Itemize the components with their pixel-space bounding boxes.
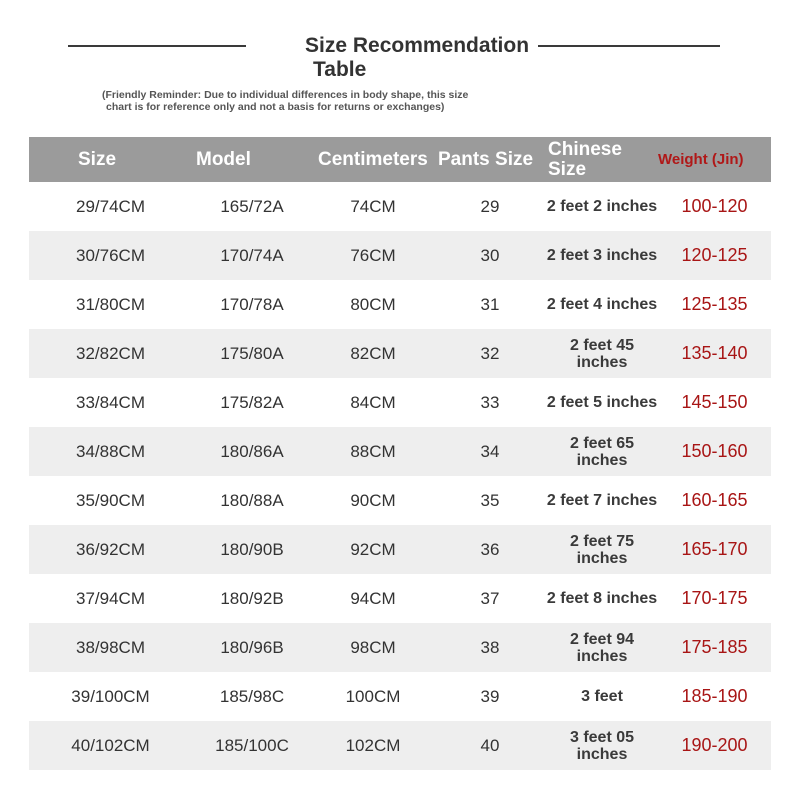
- table-row: [29, 672, 771, 721]
- table-header-row: [29, 137, 771, 182]
- cell-chinese-size: 2 feet 8 inches: [546, 590, 658, 607]
- reminder-line-2: chart is for reference only and not a basis for returns or exchanges): [106, 101, 445, 113]
- cell-weight: 170-175: [681, 588, 748, 608]
- cell-size: 38/98CM: [76, 637, 145, 657]
- column-header-chinese-size: Chinese Size: [548, 138, 622, 180]
- cell-size: 30/76CM: [76, 245, 145, 265]
- column-header-size: Size: [78, 148, 117, 170]
- cell-weight: 165-170: [681, 539, 748, 559]
- cell-size: 37/94CM: [76, 588, 145, 608]
- cell-centimeters: 74CM: [350, 196, 396, 216]
- cell-chinese-size: 3 feet: [581, 688, 623, 705]
- column-header-model: Model: [196, 148, 251, 170]
- cell-pants-size: 37: [480, 588, 500, 608]
- cell-pants-size: 40: [480, 735, 500, 755]
- column-header-weight: Weight (Jin): [658, 150, 744, 168]
- cell-pants-size: 38: [480, 637, 500, 657]
- column-header-pants-size: Pants Size: [438, 148, 534, 170]
- table-row: [29, 476, 771, 525]
- cell-size: 29/74CM: [76, 196, 145, 216]
- cell-size: 35/90CM: [76, 490, 145, 510]
- cell-model: 165/72A: [220, 196, 284, 216]
- table-row: [29, 280, 771, 329]
- cell-centimeters: 88CM: [350, 441, 396, 461]
- cell-pants-size: 36: [480, 539, 500, 559]
- table-row: [29, 182, 771, 231]
- cell-weight: 150-160: [681, 441, 748, 461]
- table-row: [29, 378, 771, 427]
- cell-weight: 190-200: [681, 735, 748, 755]
- cell-size: 36/92CM: [76, 539, 145, 559]
- cell-weight: 175-185: [681, 637, 748, 657]
- cell-size: 32/82CM: [76, 343, 145, 363]
- cell-weight: 145-150: [681, 392, 748, 412]
- cell-model: 180/90B: [220, 539, 284, 559]
- cell-model: 180/96B: [220, 637, 284, 657]
- cell-chinese-size: 2 feet 4 inches: [546, 296, 658, 313]
- cell-pants-size: 31: [480, 294, 500, 314]
- cell-model: 185/98C: [219, 686, 285, 706]
- cell-centimeters: 100CM: [345, 686, 401, 706]
- cell-centimeters: 80CM: [350, 294, 396, 314]
- cell-pants-size: 39: [480, 686, 500, 706]
- cell-chinese-size: 2 feet 65 inches: [569, 434, 635, 469]
- cell-pants-size: 34: [480, 441, 500, 461]
- cell-centimeters: 92CM: [350, 539, 396, 559]
- table-row: [29, 329, 771, 378]
- column-header-centimeters: Centimeters: [318, 148, 428, 170]
- cell-pants-size: 30: [480, 245, 500, 265]
- cell-model: 175/80A: [220, 343, 284, 363]
- title-line-2: Table: [313, 58, 367, 81]
- cell-chinese-size: 2 feet 3 inches: [546, 247, 658, 264]
- cell-pants-size: 32: [480, 343, 500, 363]
- title-rule-right: [538, 45, 720, 47]
- table-row: [29, 574, 771, 623]
- cell-pants-size: 33: [480, 392, 500, 412]
- cell-chinese-size: 3 feet 05 inches: [569, 728, 635, 763]
- reminder-line-1: (Friendly Reminder: Due to individual differences in body shape, this size: [102, 89, 469, 101]
- cell-centimeters: 90CM: [350, 490, 396, 510]
- cell-chinese-size: 2 feet 5 inches: [546, 394, 658, 411]
- cell-chinese-size: 2 feet 75 inches: [569, 532, 635, 567]
- table-row: [29, 231, 771, 280]
- cell-centimeters: 98CM: [350, 637, 396, 657]
- cell-weight: 120-125: [681, 245, 748, 265]
- size-table: [29, 137, 771, 770]
- cell-centimeters: 76CM: [350, 245, 396, 265]
- cell-weight: 185-190: [681, 686, 748, 706]
- cell-model: 185/100C: [215, 735, 289, 755]
- cell-centimeters: 94CM: [350, 588, 396, 608]
- title-rule-left: [68, 45, 246, 47]
- cell-weight: 135-140: [681, 343, 748, 363]
- title-line-1: Size Recommendation: [305, 34, 530, 57]
- cell-centimeters: 102CM: [345, 735, 401, 755]
- cell-model: 180/92B: [220, 588, 284, 608]
- table-row: [29, 525, 771, 574]
- table-row: [29, 721, 771, 770]
- cell-chinese-size: 2 feet 94 inches: [569, 630, 635, 665]
- cell-chinese-size: 2 feet 7 inches: [546, 492, 658, 509]
- cell-size: 40/102CM: [71, 735, 150, 755]
- table-row: [29, 427, 771, 476]
- cell-weight: 125-135: [681, 294, 748, 314]
- cell-model: 180/88A: [220, 490, 284, 510]
- cell-size: 39/100CM: [71, 686, 150, 706]
- cell-size: 34/88CM: [76, 441, 145, 461]
- cell-chinese-size: 2 feet 45 inches: [569, 336, 635, 371]
- cell-size: 33/84CM: [76, 392, 145, 412]
- cell-weight: 160-165: [681, 490, 748, 510]
- cell-chinese-size: 2 feet 2 inches: [546, 198, 658, 215]
- cell-model: 180/86A: [220, 441, 284, 461]
- cell-centimeters: 82CM: [350, 343, 396, 363]
- cell-size: 31/80CM: [76, 294, 145, 314]
- cell-pants-size: 35: [480, 490, 500, 510]
- cell-model: 175/82A: [220, 392, 284, 412]
- friendly-reminder: [102, 89, 562, 113]
- cell-weight: 100-120: [681, 196, 748, 216]
- table-row: [29, 623, 771, 672]
- cell-model: 170/78A: [220, 294, 284, 314]
- cell-pants-size: 29: [480, 196, 500, 216]
- page-title: [305, 34, 529, 82]
- cell-centimeters: 84CM: [350, 392, 396, 412]
- cell-model: 170/74A: [220, 245, 284, 265]
